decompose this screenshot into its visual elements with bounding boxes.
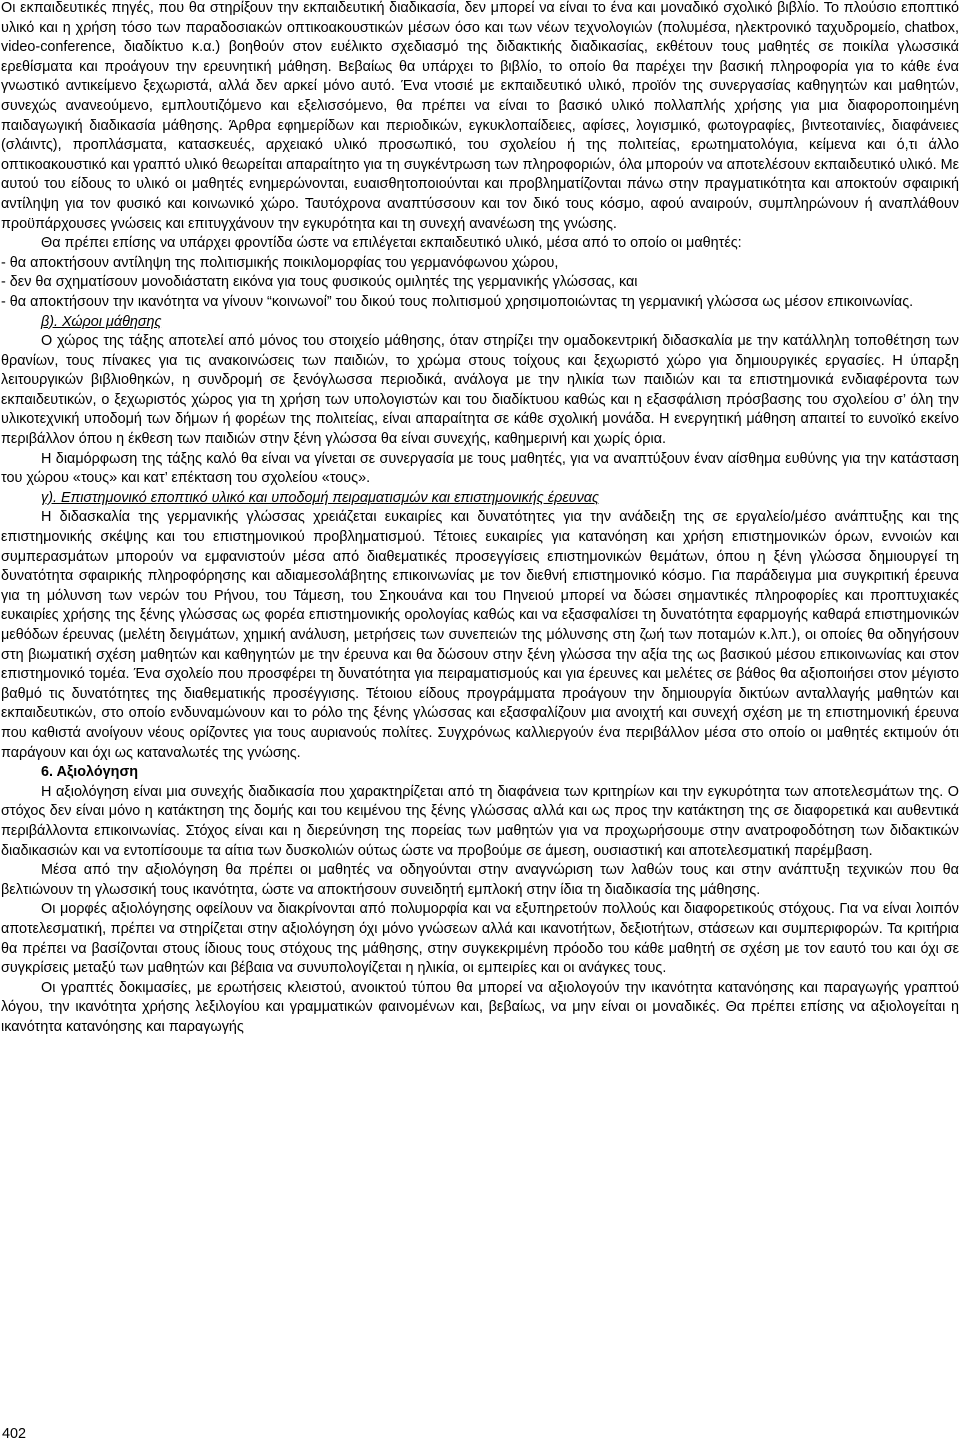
paragraph-error-recognition: Μέσα από την αξιολόγηση θα πρέπει οι μαθητές να οδηγούνται στην αναγνώριση των λαθών τους και στην ανάπτυξη τεχνικών που θα βελτιώνουν τη γλωσσική τους ικανότητα, ώστε να αποκτήσουν συνειδητή εμπλοκή στην ίδια τη διαδικασία της μάθησης. [1,862,959,898]
page-number: 402 [2,1426,27,1442]
paragraph-material-selection: Θα πρέπει επίσης να υπάρχει φροντίδα ώστε να επιλέγεται εκπαιδευτικό υλικό, μέσα από το οποίο οι μαθητές: [41,235,742,252]
paragraph-classroom-arrangement: Η διαμόρφωση της τάξης καλό θα είναι να γίνεται σε συνεργασία με τους μαθητές, για να αναπτύξουν έναν αίσθημα ευθύνης για την κατάσταση του χώρου «τους» και κατ’ επέκταση του σχολείου «τους». [1,450,959,487]
section-heading-scientific-material: γ). Επιστημονικό εποπτικό υλικό και υποδομή πειραματισμών και επιστημονικής έρευνας [41,489,599,506]
paragraph-written-tests: Οι γραπτές δοκιμασίες, με ερωτήσεις κλειστού, ανοικτού τύπου θα μπορεί να αξιολογούν την ικανότητα κατανόησης και παραγωγής γραπτού λόγου, την ικανότητα χρήσης λεξιλογίου και γραμματικών φαινομένων και, βεβαίως, να μην είναι οι μοναδικές. Θα πρέπει επίσης να αξιολογείται η ικανότητα κατανόησης και παραγωγής [1,979,959,1035]
paragraph-educational-sources: Οι εκπαιδευτικές πηγές, που θα στηρίξουν την εκπαιδευτική διαδικασία, δεν μπορεί να είναι το ένα και μοναδικό σχολικό βιβλίο. Το πλούσιο εποπτικό υλικό και η χρήση τόσο των παραδοσιακών οπτικοακουστικών μέσων όσο και των νέων τεχνολογιών (πολυμέσα, ηλεκτρονικό ταχυδρομείο, chatbox, video-conference, διαδίκτυο κ.α.) βοηθούν στον ευέλικτο σχεδιασμό της διδακτικής διαδικασίας, εκθέτουν τους μαθητές σε ποικίλα γλωσσικά ερεθίσματα και προάγουν την ερευνητική μάθηση. Βεβαίως θα υπάρχει το βιβλίο, το οποίο θα παρέχει την βασική πληροφορία για το κάθε ένα γνωστικό αντικείμενο ξεχωριστά, αλλά δεν αρκεί μόνο αυτό. Ένα ντοσιέ με εκπαιδευτικό υλικό, προϊόν της συνεργασίας καθηγητών και μαθητών, συνεχώς ανανεούμενο, εμπλουτιζόμενο και εξελισσόμενο, θα πρέπει να είναι το βασικό υλικό πολλαπλής χρήσης για μια διαφοροποιημένη παιδαγωγική διαδικασία μάθησης. Άρθρα εφημερίδων και περιοδικών, εγκυκλοπαίδειες, αφίσες, λογισμικό, φωτογραφίες, βιντεοταινίες, διαφάνειες (σλάιντς), προπλάσματα, κατασκευές, αρχειακό υλικό προσωπικό, του σχολείου ή της πολιτείας, ερωτηματολόγια, κείμενα και ό,τι άλλο οπτικοακουστικό και γραπτό υλικό θεωρείται απαραίτητο για τη συγκέντρωση των πληροφοριών, όλα μπορούν να αποτελέσουν εκπαιδευτικό υλικό. Με αυτού του είδους το υλικό οι μαθητές ενημερώνονται, ευαισθητοποιούνται και προβληματίζονται πάνω στην πραγματικότητα και αποκτούν σφαιρική αντίληψη για τον φυσικό και κοινωνικό χώρο. Ταυτόχρονα αναπτύσσουν και τον δικό τους κόσμο, αφού αναιρούν, συμπληρώνουν ή αναπλάθουν προϋπάρχουσες γνώσεις και επιτυγχάνουν την εγκυρότητα και τη συνεχή ανανέωση της γνώσης. [1,0,960,232]
paragraph-classroom-space: Ο χώρος της τάξης αποτελεί από μόνος του στοιχείο μάθησης, όταν στηρίζει την ομαδοκεντρική διδασκαλία με την κατάλληλη τοποθέτηση των θρανίων, τους πίνακες για τις ανακοινώσεις των παιδιών, το χρώμα στους τοίχους και ξεχωριστό χώρο για δημιουργικές εργασίες. Η ύπαρξη λειτουργικών βιβλιοθηκών, η συνδρομή σε ξενόγλωσσα περιοδικά, ανάλογα με την ηλικία των παιδιών και τα επιστημονικά ενδιαφέροντα των εκπαιδευτικών, ο ξεχωριστός χώρος για τη χρήση των υπολογιστών και του διαδίκτυου καθώς και η εξασφάλιση πρόσβασης του σχολείου σ’ όλη την υλικοτεχνική υποδομή των δήμων ή φορέων της πολιτείας, είναι απαραίτητα σε κάθε σχολική μονάδα. Η ενεργητική μάθηση απαιτεί το ευνοϊκό εκείνο περιβάλλον όπου η έκθεση των παιδιών στην ξένη γλώσσα θα είναι συνεχής, καθημερινή και χωρίς όρια. [1,333,959,448]
bullet-cultural-diversity: - θα αποκτήσουν αντίληψη της πολιτισμικής ποικιλομορφίας του γερμανόφωνου χώρου, [1,254,559,271]
paragraph-evaluation-forms: Οι μορφές αξιολόγησης οφείλουν να διακρίνονται από πολυμορφία και να εξυπηρετούν πολλούς και διαφορετικούς στόχους. Για να είναι λοιπόν αποτελεσματική, πρέπει να στηρίζεται στην αξιολόγηση όχι μόνο γνώσεων αλλά και ικανοτήτων, δεξιοτήτων, στάσεων και συμπεριφορών. Τα κριτήρια θα πρέπει να βασίζονται στους ίδιους τους στόχους της μάθησης, στην συγκεκριμένη πρόοδο του κάθε μαθητή σε σχέση με τον εαυτό του και όχι σε συγκρίσεις μεταξύ των μαθητών και βέβαια να συνυπολογίζεται η ηλικία, οι εμπειρίες και οι ανάγκες τους. [1,901,959,977]
section-heading-learning-spaces: β). Χώροι μάθησης [41,313,162,330]
paragraph-evaluation-process: Η αξιολόγηση είναι μια συνεχής διαδικασία που χαρακτηρίζεται από τη διαφάνεια των κριτηρίων και την εγκυρότητα των αποτελεσμάτων της. Ο στόχος δεν είναι μόνο η κατάκτηση της δομής και του κειμένου της ξένης γλώσσας αλλά και ως προς την κατάκτηση της σε διαφορετικά και αυθεντικά περιβάλλοντα επικοινωνίας. Στόχος είναι και η διερεύνηση της πορείας των μαθητών για να προχωρήσουμε στην ανατροφοδότηση των διδακτικών διαδικασιών και να εντοπίσουμε τα αίτια των δυσκολιών ούτως ώστε να προβούμε σε άμεση, ουσιαστική και αποτελεσματική παρέμβαση. [1,783,959,859]
paragraph-scientific-research: Η διδασκαλία της γερμανικής γλώσσας χρειάζεται ευκαιρίες και δυνατότητες για την ανάδειξη της σε εργαλείο/μέσο ανάπτυξης και της επιστημονικής σκέψης και του επιστημονικού προβληματισμού. Τέτοιες ευκαιρίες για κατανόηση και χρήση επιστημονικών όρων, εννοιών και συμπερασμάτων μπορούν να εμφανιστούν μέσα από διαθεματικές προσεγγίσεις επιστημονικών θεμάτων, όπου η ξένη γλώσσα δημιουργεί τη δυνατότητα σφαιρικής πληροφόρησης και αδιαμεσολάβητης επικοινωνίας με τον διεθνή επιστημονικό κόσμο. Για παράδειγμα μια συγκριτική έρευνα για τη μόλυνση των νερών του Ρήνου, του Τάμεση, του Σηκουάνα και του Πηνειού μπορεί να δώσει σημαντικές πληροφορίες και προπτυχιακές ευκαιρίες χρήσης της ξένης γλώσσας ως φορέα επιστημονικής ορολογίας καθώς και να εξασφαλίσει τη δυνατότητα εφαρμογής καθαρά επιστημονικών μεθόδων έρευνας (μελέτη δειγμάτων, χημική ανάλυση, μετρήσεις των συνεπειών της μόλυνσης στη ζωή των ποταμών κ.λπ.), οι οποίες θα οδηγήσουν στη βιωματική σχέση μαθητών και καθηγητών με την έρευνα και θα δώσουν στην ξένη γλώσσα την αξία της ως βασικού μέσου επικοινωνίας και στον επιστημονικό τομέα. Ένα σχολείο που προσφέρει τη δυνατότητα για πειραματισμούς και για έρευνες και μελέτες σε βάθος θα αξιοποιήσει στον μέγιστο βαθμό τις δυνατότητες της διαθεματικής προσέγγισης. Τέτοιου είδους προγράμματα προάγουν την δημιουργία δικτύων ανταλλαγής μαθητών και εκπαιδευτικών, στο οποίο ενδυναμώνουν και το ρόλο της ξένης γλώσσας και εξασφαλίζουν μια ανοιχτή και συνεχή σχέση με τη επιστημονική έρευνα που καθιστά ανοίγουν νέους ορίζοντες για τους αυριανούς πολίτες. Συγχρόνως καλλιεργούν ένα περιβάλλον μέσα στο οποίο οι μαθητές εκτιμούν ότι παράγουν και όχι ως καταναλωτές της γνώσης. [1,509,959,761]
bullet-communication-ability: - θα αποκτήσουν την ικανότητα να γίνουν “κοινωνοί” του δικού τους πολιτισμού χρησιμοποιώντας τη γερμανική γλώσσα ως μέσον επικοινωνίας. [1,293,914,310]
bullet-no-monodimensional-image: - δεν θα σχηματίσουν μονοδιάστατη εικόνα για τους φυσικούς ομιλητές της γερμανικής γλώσσας, και [1,274,638,291]
section-heading-evaluation: 6. Αξιολόγηση [41,764,139,781]
